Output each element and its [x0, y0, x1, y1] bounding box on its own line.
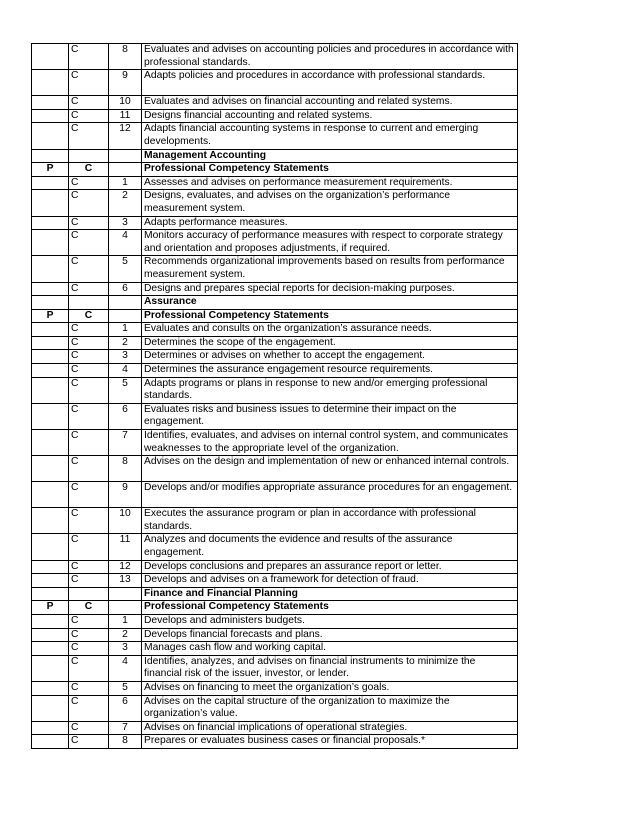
p-cell	[32, 230, 69, 256]
p-cell	[32, 508, 69, 534]
c-cell: C	[69, 377, 109, 403]
table-row	[32, 336, 518, 350]
table-row	[32, 256, 518, 282]
statement-number: 9	[109, 482, 142, 508]
statement-text: Prepares or evaluates business cases or financial proposals.*	[142, 735, 518, 749]
p-cell	[32, 149, 69, 163]
statement-number: 8	[109, 44, 142, 70]
statement-number: 3	[109, 642, 142, 656]
p-cell	[32, 44, 69, 70]
column-header-row	[32, 163, 518, 177]
p-cell	[32, 336, 69, 350]
number-cell	[109, 296, 142, 310]
table-row	[32, 534, 518, 560]
p-header: P	[32, 601, 69, 615]
statement-number: 8	[109, 456, 142, 482]
table-row	[32, 230, 518, 256]
table-row	[32, 721, 518, 735]
c-cell: C	[69, 681, 109, 695]
p-cell	[32, 403, 69, 429]
c-cell: C	[69, 560, 109, 574]
table-row	[32, 364, 518, 378]
p-cell	[32, 456, 69, 482]
p-cell	[32, 534, 69, 560]
c-cell: C	[69, 403, 109, 429]
p-cell	[32, 323, 69, 337]
p-header: P	[32, 163, 69, 177]
table-row	[32, 44, 518, 70]
statement-text: Adapts financial accounting systems in response to current and emerging developments.	[142, 123, 518, 149]
statement-number: 1	[109, 323, 142, 337]
statement-text: Designs financial accounting and related systems.	[142, 109, 518, 123]
number-header	[109, 163, 142, 177]
statement-number: 9	[109, 70, 142, 96]
c-cell: C	[69, 456, 109, 482]
statement-text: Designs and prepares special reports for decision-making purposes.	[142, 282, 518, 296]
c-cell: C	[69, 350, 109, 364]
statement-number: 3	[109, 216, 142, 230]
table-row	[32, 216, 518, 230]
c-cell	[69, 587, 109, 601]
c-cell: C	[69, 70, 109, 96]
statement-number: 4	[109, 655, 142, 681]
statement-number: 6	[109, 282, 142, 296]
c-cell: C	[69, 96, 109, 110]
number-cell	[109, 149, 142, 163]
table-row	[32, 508, 518, 534]
statement-text: Evaluates and advises on financial accounting and related systems.	[142, 96, 518, 110]
statement-number: 12	[109, 560, 142, 574]
p-cell	[32, 70, 69, 96]
statement-number: 5	[109, 256, 142, 282]
section-title: Management Accounting	[142, 149, 518, 163]
statement-number: 1	[109, 614, 142, 628]
table-row	[32, 642, 518, 656]
table-row	[32, 482, 518, 508]
statement-number: 13	[109, 574, 142, 588]
statement-number: 10	[109, 508, 142, 534]
p-cell	[32, 587, 69, 601]
statement-number: 6	[109, 403, 142, 429]
statement-number: 2	[109, 628, 142, 642]
statement-number: 7	[109, 721, 142, 735]
statement-text: Assesses and advises on performance measurement requirements.	[142, 176, 518, 190]
statement-number: 1	[109, 176, 142, 190]
table-row	[32, 574, 518, 588]
statement-text: Determines the assurance engagement resource requirements.	[142, 364, 518, 378]
p-cell	[32, 695, 69, 721]
c-cell: C	[69, 534, 109, 560]
table-row	[32, 377, 518, 403]
competency-table	[31, 43, 518, 749]
statement-text: Monitors accuracy of performance measures with respect to corporate strategy and orientation and proposes adjustments, if required.	[142, 230, 518, 256]
statements-header: Professional Competency Statements	[142, 163, 518, 177]
table-row	[32, 456, 518, 482]
c-cell: C	[69, 336, 109, 350]
c-cell: C	[69, 282, 109, 296]
statement-text: Determines or advises on whether to accept the engagement.	[142, 350, 518, 364]
c-header: C	[69, 601, 109, 615]
c-cell: C	[69, 44, 109, 70]
c-cell: C	[69, 482, 109, 508]
c-cell	[69, 149, 109, 163]
table-row	[32, 323, 518, 337]
statements-header: Professional Competency Statements	[142, 309, 518, 323]
p-cell	[32, 721, 69, 735]
statement-text: Identifies, analyzes, and advises on financial instruments to minimize the financial risk of the issuer, investor, or lender.	[142, 655, 518, 681]
p-cell	[32, 655, 69, 681]
statement-number: 5	[109, 681, 142, 695]
statement-text: Develops and administers budgets.	[142, 614, 518, 628]
statement-text: Adapts programs or plans in response to new and/or emerging professional standards.	[142, 377, 518, 403]
statement-text: Evaluates and advises on accounting policies and procedures in accordance with professional standards.	[142, 44, 518, 70]
statement-number: 4	[109, 364, 142, 378]
p-cell	[32, 350, 69, 364]
statement-number: 11	[109, 109, 142, 123]
statement-text: Manages cash flow and working capital.	[142, 642, 518, 656]
statement-number: 2	[109, 190, 142, 216]
c-cell: C	[69, 364, 109, 378]
p-cell	[32, 574, 69, 588]
statement-text: Determines the scope of the engagement.	[142, 336, 518, 350]
section-title-row	[32, 296, 518, 310]
statement-text: Adapts performance measures.	[142, 216, 518, 230]
c-cell: C	[69, 695, 109, 721]
statement-number: 5	[109, 377, 142, 403]
number-cell	[109, 587, 142, 601]
p-cell	[32, 628, 69, 642]
statement-text: Executes the assurance program or plan in accordance with professional standards.	[142, 508, 518, 534]
statement-number: 8	[109, 735, 142, 749]
p-cell	[32, 560, 69, 574]
statement-text: Develops and/or modifies appropriate assurance procedures for an engagement.	[142, 482, 518, 508]
table-row	[32, 190, 518, 216]
c-cell: C	[69, 655, 109, 681]
statement-number: 2	[109, 336, 142, 350]
c-cell: C	[69, 216, 109, 230]
statement-text: Advises on the capital structure of the organization to maximize the organization’s value.	[142, 695, 518, 721]
p-cell	[32, 482, 69, 508]
statement-number: 12	[109, 123, 142, 149]
statement-number: 6	[109, 695, 142, 721]
p-cell	[32, 96, 69, 110]
p-cell	[32, 256, 69, 282]
table-row	[32, 735, 518, 749]
p-cell	[32, 364, 69, 378]
c-cell: C	[69, 721, 109, 735]
competency-table-body	[32, 44, 518, 749]
section-title-row	[32, 149, 518, 163]
p-header: P	[32, 309, 69, 323]
c-cell: C	[69, 123, 109, 149]
c-cell: C	[69, 614, 109, 628]
table-row	[32, 614, 518, 628]
c-cell: C	[69, 628, 109, 642]
section-title: Assurance	[142, 296, 518, 310]
c-cell: C	[69, 190, 109, 216]
p-cell	[32, 681, 69, 695]
statement-number: 7	[109, 430, 142, 456]
c-cell: C	[69, 430, 109, 456]
p-cell	[32, 190, 69, 216]
p-cell	[32, 296, 69, 310]
statements-header: Professional Competency Statements	[142, 601, 518, 615]
statement-text: Evaluates and consults on the organization’s assurance needs.	[142, 323, 518, 337]
table-row	[32, 96, 518, 110]
table-row	[32, 560, 518, 574]
table-row	[32, 282, 518, 296]
c-cell: C	[69, 109, 109, 123]
table-row	[32, 655, 518, 681]
p-cell	[32, 430, 69, 456]
table-row	[32, 628, 518, 642]
p-cell	[32, 109, 69, 123]
statement-text: Develops conclusions and prepares an assurance report or letter.	[142, 560, 518, 574]
table-row	[32, 430, 518, 456]
table-row	[32, 70, 518, 96]
p-cell	[32, 282, 69, 296]
statement-text: Analyzes and documents the evidence and results of the assurance engagement.	[142, 534, 518, 560]
table-row	[32, 123, 518, 149]
statement-text: Evaluates risks and business issues to determine their impact on the engagement.	[142, 403, 518, 429]
column-header-row	[32, 309, 518, 323]
p-cell	[32, 216, 69, 230]
c-cell: C	[69, 508, 109, 534]
c-cell: C	[69, 574, 109, 588]
statement-text: Recommends organizational improvements based on results from performance measurement system.	[142, 256, 518, 282]
statement-number: 11	[109, 534, 142, 560]
statement-text: Advises on financial implications of operational strategies.	[142, 721, 518, 735]
p-cell	[32, 735, 69, 749]
table-row	[32, 681, 518, 695]
c-cell: C	[69, 230, 109, 256]
c-cell	[69, 296, 109, 310]
c-cell: C	[69, 642, 109, 656]
number-header	[109, 601, 142, 615]
statement-number: 4	[109, 230, 142, 256]
table-row	[32, 350, 518, 364]
c-cell: C	[69, 735, 109, 749]
p-cell	[32, 642, 69, 656]
p-cell	[32, 123, 69, 149]
statement-text: Develops and advises on a framework for detection of fraud.	[142, 574, 518, 588]
statement-number: 10	[109, 96, 142, 110]
c-cell: C	[69, 176, 109, 190]
table-row	[32, 695, 518, 721]
p-cell	[32, 176, 69, 190]
column-header-row	[32, 601, 518, 615]
c-cell: C	[69, 323, 109, 337]
p-cell	[32, 614, 69, 628]
statement-text: Designs, evaluates, and advises on the organization’s performance measurement system.	[142, 190, 518, 216]
statement-text: Advises on the design and implementation of new or enhanced internal controls.	[142, 456, 518, 482]
table-row	[32, 176, 518, 190]
statement-text: Adapts policies and procedures in accordance with professional standards.	[142, 70, 518, 96]
statement-text: Identifies, evaluates, and advises on internal control system, and communicates weaknesses to the appropriate level of the organization.	[142, 430, 518, 456]
table-row	[32, 403, 518, 429]
p-cell	[32, 377, 69, 403]
section-title-row	[32, 587, 518, 601]
c-header: C	[69, 309, 109, 323]
c-header: C	[69, 163, 109, 177]
number-header	[109, 309, 142, 323]
section-title: Finance and Financial Planning	[142, 587, 518, 601]
table-row	[32, 109, 518, 123]
statement-text: Advises on financing to meet the organization’s goals.	[142, 681, 518, 695]
statement-number: 3	[109, 350, 142, 364]
c-cell: C	[69, 256, 109, 282]
statement-text: Develops financial forecasts and plans.	[142, 628, 518, 642]
